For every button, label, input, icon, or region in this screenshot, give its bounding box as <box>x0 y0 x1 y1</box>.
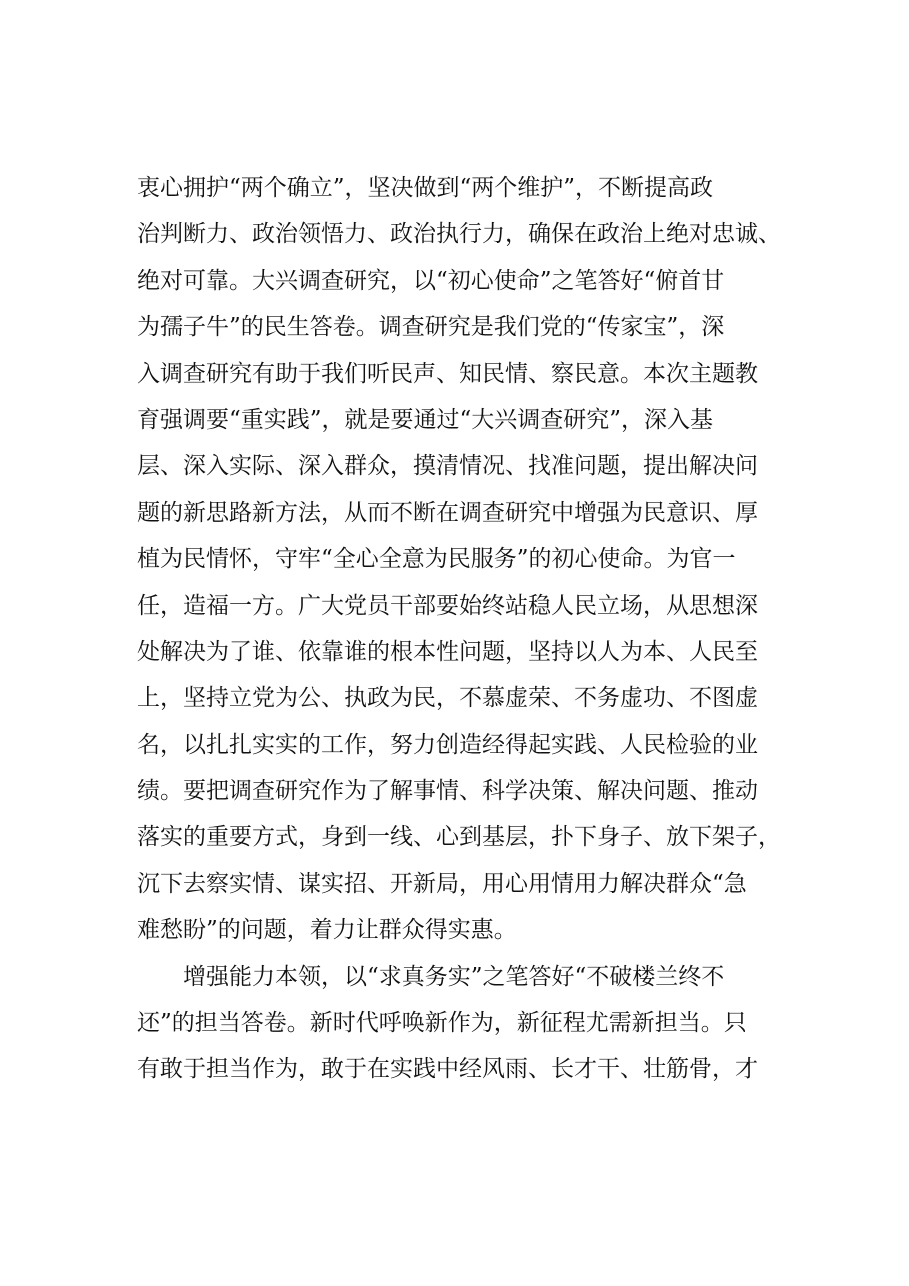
text-line: 还”的担当答卷。新时代呼唤新作为，新征程尤需新担当。只 <box>137 1010 747 1037</box>
text-line: 上，坚持立党为公、执政为民，不慕虚荣、不务虚功、不图虚 <box>137 685 758 712</box>
text-line: 难愁盼”的问题，着力让群众得实惠。 <box>137 917 517 944</box>
text-line: 任，造福一方。广大党员干部要始终站稳人民立场，从思想深 <box>137 592 758 619</box>
text-line: 入调查研究有助于我们听民声、知民情、察民意。本次主题教 <box>137 360 758 387</box>
text-line: 为孺子牛”的民生答卷。调查研究是我们党的“传家宝”，深 <box>137 314 725 341</box>
document-body <box>137 165 797 1093</box>
text-line: 落实的重要方式，身到一线、心到基层，扑下身子、放下架子， <box>137 824 781 851</box>
text-line: 处解决为了谁、依靠谁的根本性问题，坚持以人为本、人民至 <box>137 638 758 665</box>
text-line: 衷心拥护“两个确立”，坚决做到“两个维护”，不断提高政 <box>137 175 714 201</box>
text-line: 层、深入实际、深入群众，摸清情况、找准问题，提出解决问 <box>137 453 758 480</box>
text-line: 绝对可靠。大兴调查研究，以“初心使命”之笔答好“俯首甘 <box>137 267 725 294</box>
text-line: 沉下去察实情、谋实招、开新局，用心用情用力解决群众“急 <box>137 870 747 897</box>
text-line: 有敢于担当作为，敢于在实践中经风雨、长才干、壮筋骨，才 <box>137 1056 758 1083</box>
text-line: 育强调要“重实践”，就是要通过“大兴调查研究”，深入基 <box>137 406 714 433</box>
text-line: 绩。要把调查研究作为了解事情、科学决策、解决问题、推动 <box>137 778 758 805</box>
text-line: 题的新思路新方法，从而不断在调查研究中增强为民意识、厚 <box>137 499 758 526</box>
paragraph-first-line: 增强能力本领，以“求真务实”之笔答好“不破楼兰终不 <box>183 963 725 990</box>
text-line: 治判断力、政治领悟力、政治执行力，确保在政治上绝对忠诚、 <box>137 221 781 248</box>
text-line: 名，以扎扎实实的工作，努力创造经得起实践、人民检验的业 <box>137 731 758 758</box>
text-line: 植为民情怀，守牢“全心全意为民服务”的初心使命。为官一 <box>137 546 736 573</box>
